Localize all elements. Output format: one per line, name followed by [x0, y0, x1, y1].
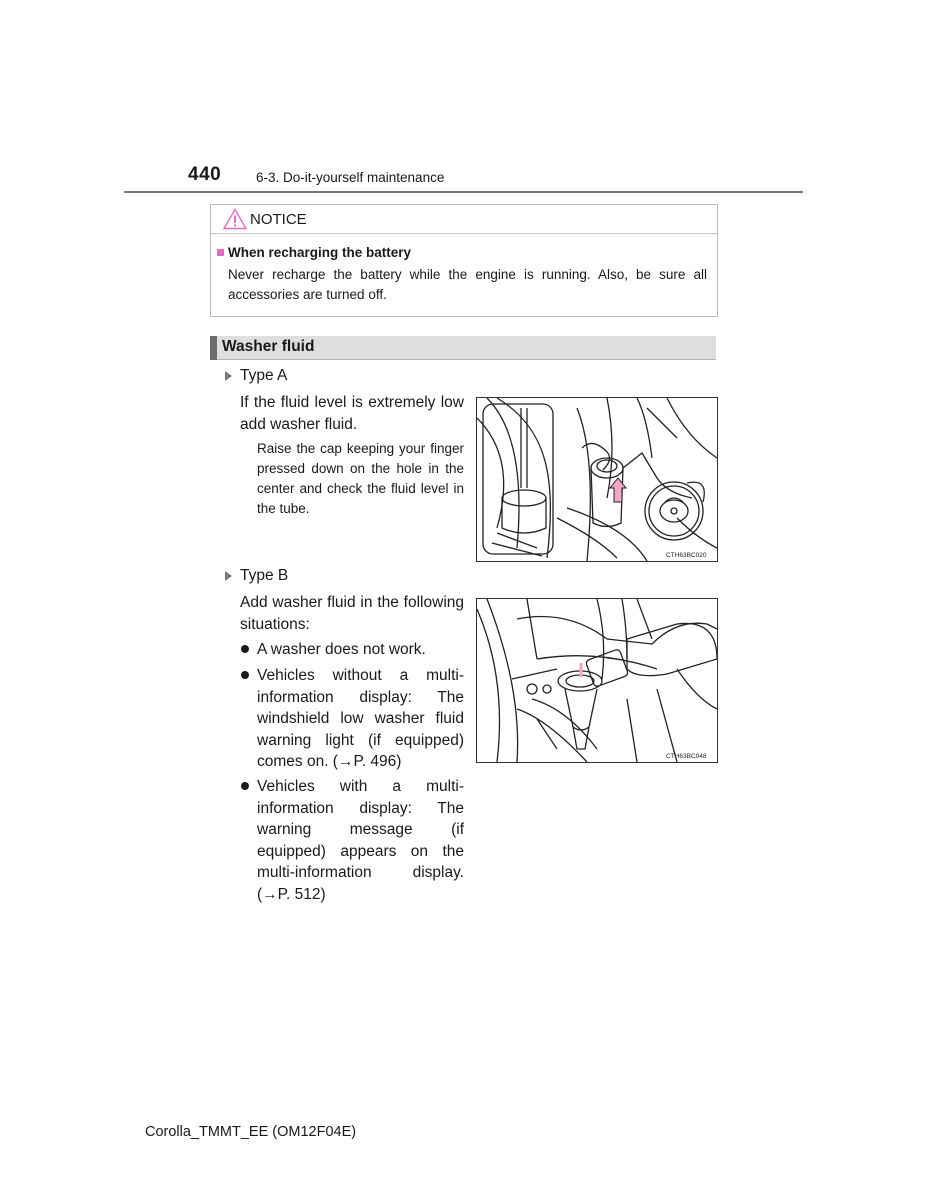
- notice-header: [211, 205, 717, 234]
- type-b-bullet-2: Vehicles without a multi-information display: The windshield low washer fluid warning light (if equipped) comes on. (→P. 496): [257, 667, 464, 770]
- warning-triangle-icon: [223, 208, 247, 230]
- section-title: Washer fluid: [222, 338, 315, 355]
- type-b-text: Add washer fluid in the following situations:: [240, 594, 464, 633]
- type-a-subtext: Raise the cap keeping your finger pressed down on the hole in the center and check the fluid level in the tube.: [257, 441, 464, 516]
- bullet-dot-icon: [241, 671, 249, 679]
- document-id: Corolla_TMMT_EE (OM12F04E): [145, 1124, 357, 1140]
- notice-title: NOTICE: [250, 211, 307, 228]
- bullet-dot-icon: [241, 782, 249, 790]
- type-b-label: Type B: [240, 567, 289, 584]
- washer-tank-type-a-drawing: [477, 398, 717, 561]
- section-reference: 6-3. Do-it-yourself maintenance: [256, 170, 445, 185]
- type-b-bullet-1: A washer does not work.: [257, 641, 426, 658]
- washer-fluid-refill-drawing: [477, 599, 717, 762]
- notice-subheading: [217, 245, 411, 260]
- triangle-bullet-icon: [225, 571, 232, 581]
- triangle-bullet-icon: [225, 371, 232, 381]
- type-a-label: Type A: [240, 367, 288, 384]
- bullet-dot-icon: [241, 645, 249, 653]
- type-b-figure-code: CTH63BC048: [666, 753, 707, 760]
- page-number: 440: [188, 164, 222, 185]
- type-a-illustration: [476, 397, 718, 562]
- section-heading-accent: [210, 336, 217, 360]
- notice-box: [210, 204, 718, 317]
- type-a-text: If the fluid level is extremely low add washer fluid.: [240, 394, 464, 433]
- notice-body: Never recharge the battery while the engine is running. Also, be sure all accessories are turned off.: [228, 267, 707, 302]
- header-divider: [124, 191, 803, 193]
- square-bullet-icon: [217, 249, 224, 256]
- section-heading-bar: [210, 336, 716, 360]
- type-b-bullet-3: Vehicles with a multi-information display: The warning message (if equipped) appears on the multi-information display. (→P. 512): [257, 778, 464, 903]
- type-a-figure-code: CTH63BC020: [666, 552, 707, 559]
- notice-subheading-text: When recharging the battery: [228, 245, 412, 260]
- type-b-illustration: [476, 598, 718, 763]
